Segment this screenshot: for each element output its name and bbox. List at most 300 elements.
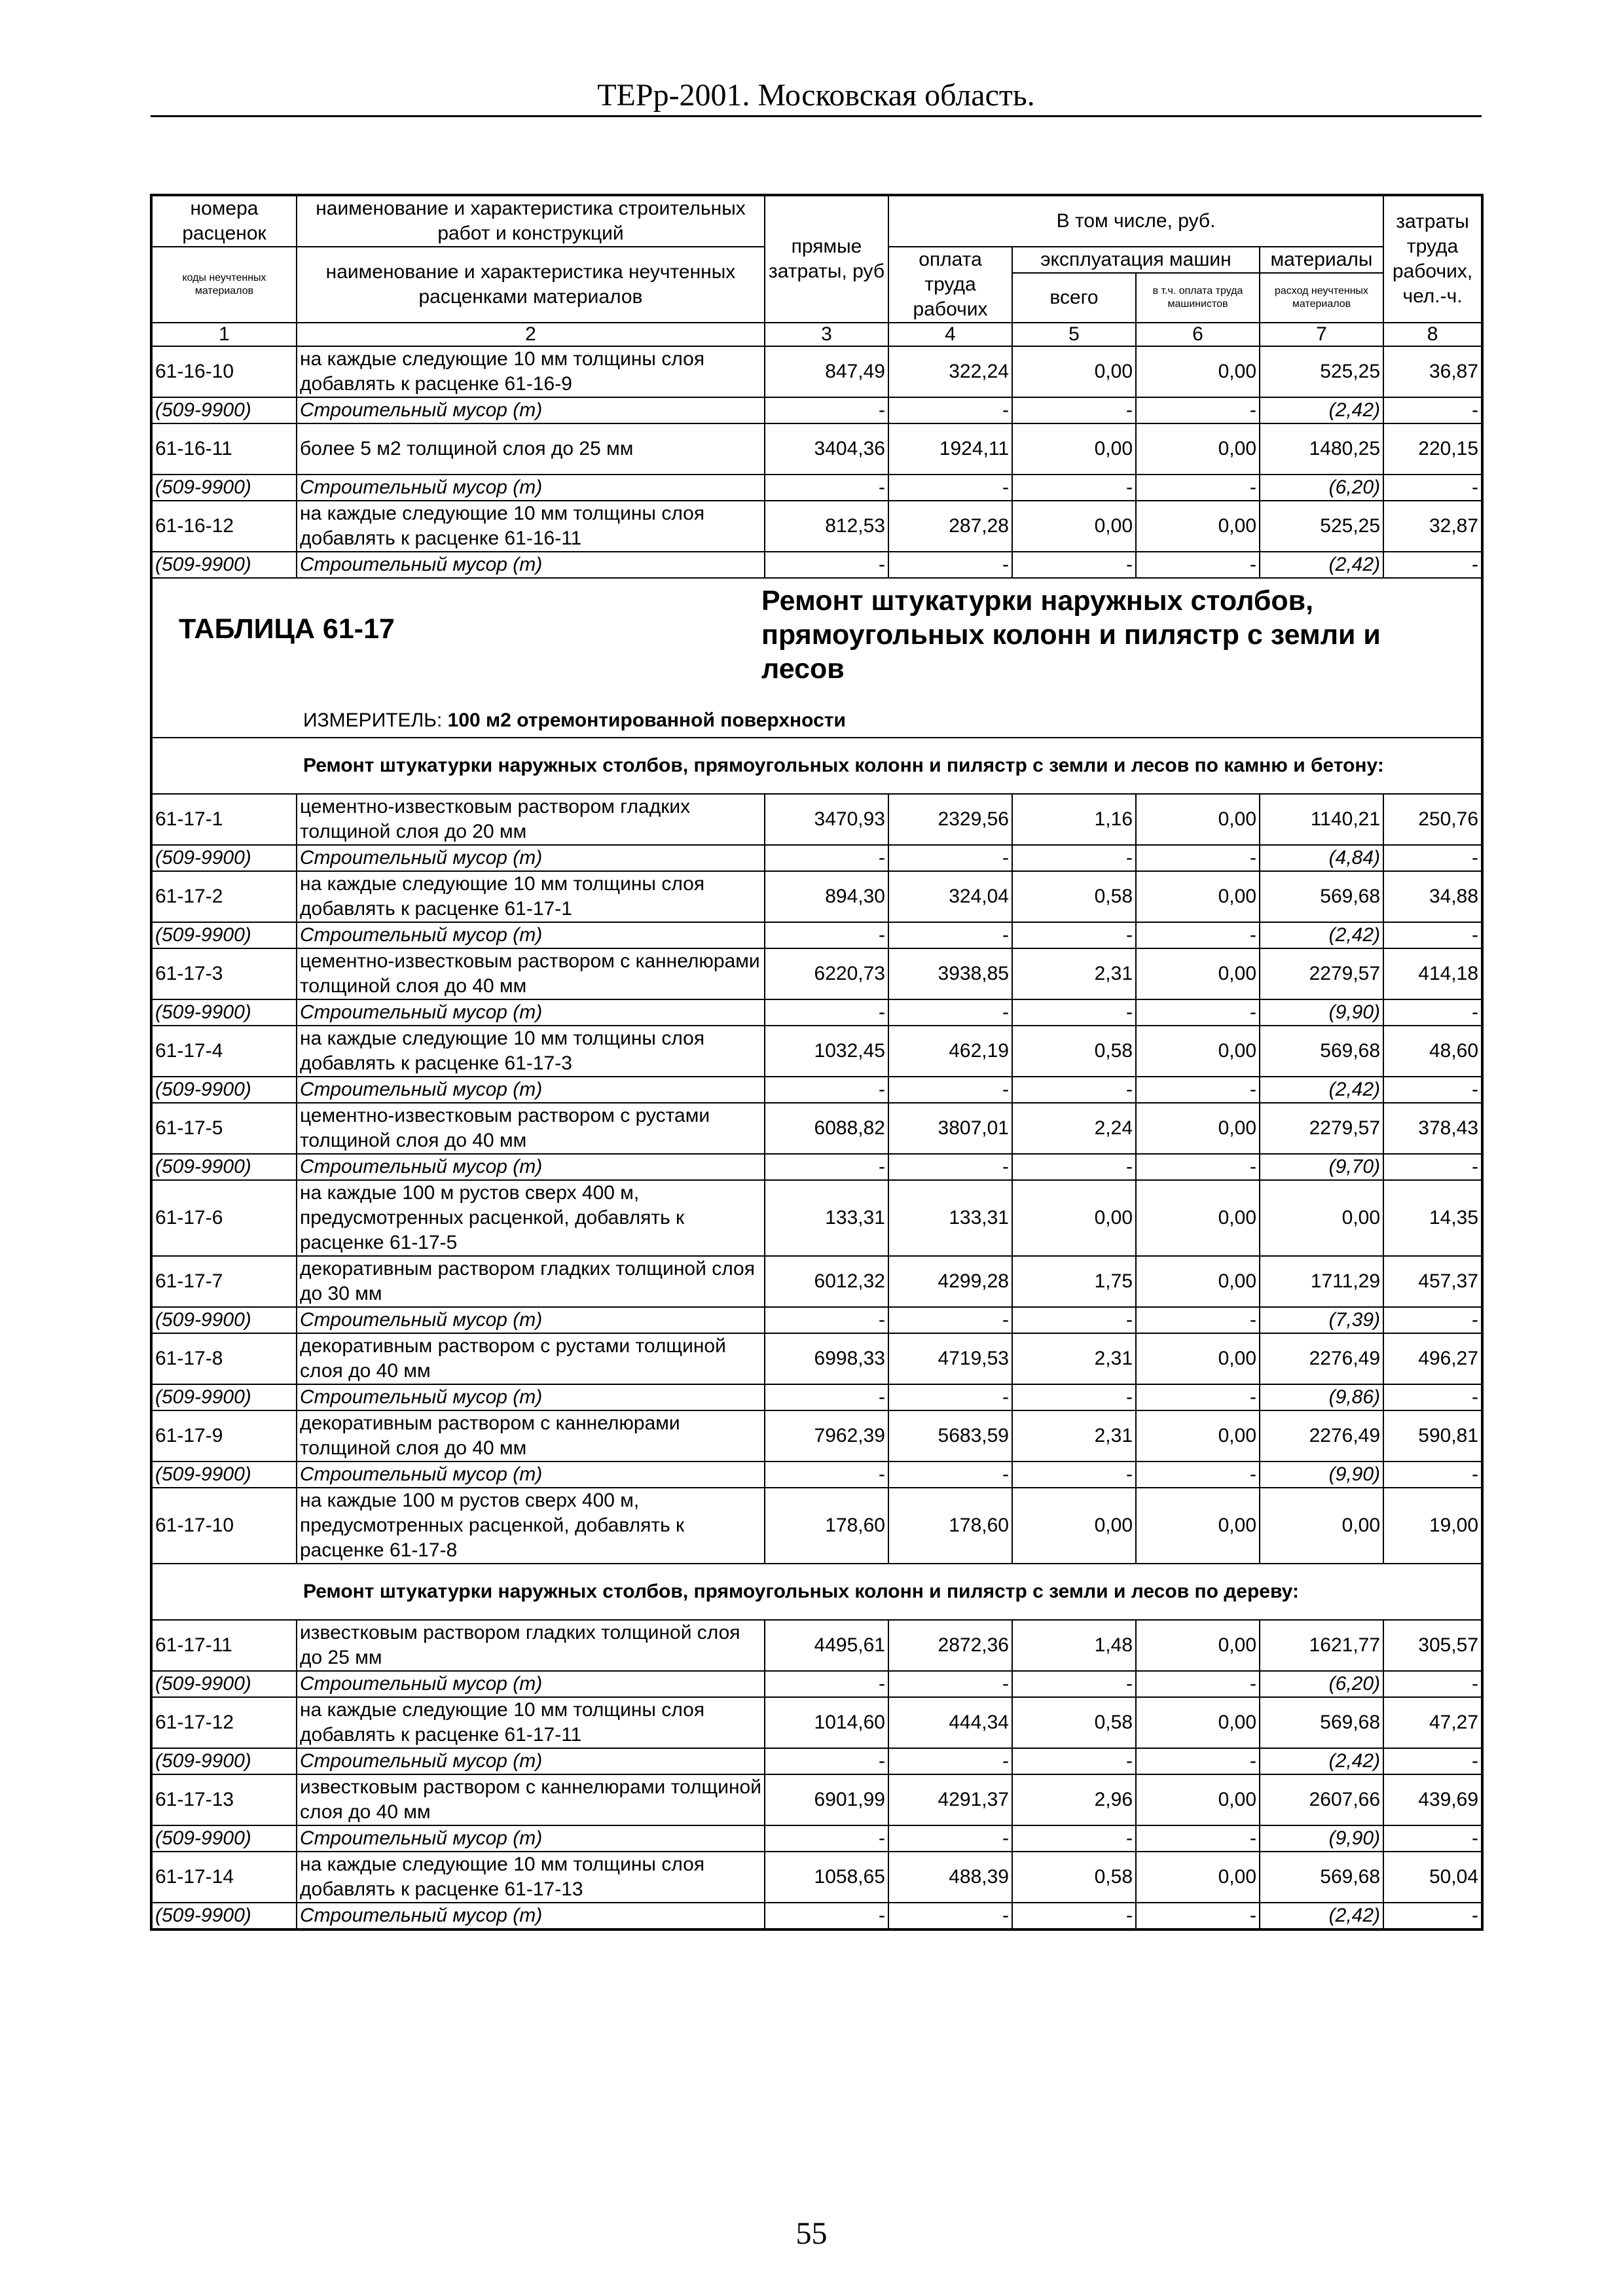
material-value: -: [1012, 1307, 1136, 1333]
material-row: [151, 999, 1482, 1026]
material-value: -: [888, 999, 1012, 1026]
material-code: (509-9900): [151, 1154, 297, 1180]
materials-value: 2276,49: [1260, 1333, 1383, 1384]
material-value: -: [888, 552, 1012, 578]
machines-total-value: 2,31: [1012, 1410, 1136, 1462]
rate-name: цементно-известковым раствором с каннелюрами толщиной слоя до 40 мм: [297, 948, 765, 999]
machines-total-value: 2,24: [1012, 1103, 1136, 1154]
labor-hours-value: 50,04: [1383, 1852, 1482, 1903]
material-value: -: [1383, 845, 1482, 871]
material-value: -: [1383, 1384, 1482, 1410]
section-code: ТАБЛИЦА 61-17: [179, 613, 395, 645]
material-row: [151, 1671, 1482, 1697]
labor-hours-value: 457,37: [1383, 1256, 1482, 1307]
material-value: -: [1383, 397, 1482, 423]
material-name: Строительный мусор (т): [297, 1307, 765, 1333]
rate-row: [151, 1333, 1482, 1384]
machines-total-value: 2,31: [1012, 1333, 1136, 1384]
wages-value: 287,28: [888, 501, 1012, 552]
labor-hours-value: 439,69: [1383, 1774, 1482, 1825]
section-measure: [303, 708, 846, 733]
material-value: -: [1012, 999, 1136, 1026]
subsection-heading: Ремонт штукатурки наружных столбов, прямоугольных колонн и пилястр с земли и лесов по камню и бетону:: [151, 738, 1482, 794]
rate-code: 61-17-9: [151, 1410, 297, 1462]
material-value: -: [888, 1671, 1012, 1697]
page-header: ТЕРр-2001. Московская область.: [151, 77, 1482, 117]
machinist-wages-value: 0,00: [1136, 1180, 1260, 1256]
materials-value: 0,00: [1260, 1180, 1383, 1256]
material-value: -: [1136, 1077, 1260, 1103]
col-header-machinist-wages: в т.ч. оплата труда машинистов: [1136, 273, 1260, 323]
material-value: -: [1012, 552, 1136, 578]
rate-row: [151, 1774, 1482, 1825]
rate-name: цементно-известковым раствором с рустами толщиной слоя до 40 мм: [297, 1103, 765, 1154]
labor-hours-value: 47,27: [1383, 1697, 1482, 1748]
material-row: [151, 1748, 1482, 1774]
rate-row: [151, 423, 1482, 475]
machinist-wages-value: 0,00: [1136, 501, 1260, 552]
material-value: -: [1383, 1825, 1482, 1852]
column-number: 1: [151, 323, 297, 346]
material-row: [151, 922, 1482, 948]
material-value: -: [1383, 1307, 1482, 1333]
materials-value: 525,25: [1260, 346, 1383, 397]
material-name: Строительный мусор (т): [297, 397, 765, 423]
material-value: (4,84): [1260, 845, 1383, 871]
material-code: (509-9900): [151, 1462, 297, 1488]
labor-hours-value: 590,81: [1383, 1410, 1482, 1462]
rate-row: [151, 501, 1482, 552]
material-row: [151, 1077, 1482, 1103]
material-value: -: [1012, 1077, 1136, 1103]
material-code: (509-9900): [151, 922, 297, 948]
material-name: Строительный мусор (т): [297, 922, 765, 948]
col-header-material-code: коды неучтенных материалов: [151, 247, 297, 323]
page-number: 55: [795, 2216, 828, 2251]
material-name: Строительный мусор (т): [297, 1384, 765, 1410]
material-value: -: [1383, 999, 1482, 1026]
rate-code: 61-17-8: [151, 1333, 297, 1384]
section-title: Ремонт штукатурки наружных столбов, прямоугольных колонн и пилястр с земли и лесов: [761, 585, 1381, 685]
material-value: (2,42): [1260, 552, 1383, 578]
material-value: -: [1012, 1825, 1136, 1852]
machinist-wages-value: 0,00: [1136, 794, 1260, 845]
material-row: [151, 1903, 1482, 1929]
machines-total-value: 0,00: [1012, 1488, 1136, 1564]
material-code: (509-9900): [151, 1671, 297, 1697]
direct-costs-value: 6901,99: [765, 1774, 888, 1825]
wages-value: 3807,01: [888, 1103, 1012, 1154]
material-value: (7,39): [1260, 1307, 1383, 1333]
material-value: -: [1136, 1748, 1260, 1774]
material-value: (9,86): [1260, 1384, 1383, 1410]
material-value: (9,90): [1260, 999, 1383, 1026]
material-value: -: [1012, 845, 1136, 871]
direct-costs-value: 6012,32: [765, 1256, 888, 1307]
wages-value: 4291,37: [888, 1774, 1012, 1825]
col-header-machines-total: всего: [1012, 273, 1136, 323]
rate-name: на каждые 100 м рустов сверх 400 м, предусмотренных расценкой, добавлять к расценке 61-17-5: [297, 1180, 765, 1256]
rate-code: 61-17-13: [151, 1774, 297, 1825]
col-header-wages: оплата труда рабочих: [888, 247, 1012, 323]
wages-value: 322,24: [888, 346, 1012, 397]
wages-value: 1924,11: [888, 423, 1012, 475]
material-value: (2,42): [1260, 1748, 1383, 1774]
wages-value: 2329,56: [888, 794, 1012, 845]
material-name: Строительный мусор (т): [297, 1462, 765, 1488]
measure-label: ИЗМЕРИТЕЛЬ:: [303, 709, 448, 731]
material-value: -: [1136, 1671, 1260, 1697]
labor-hours-value: 34,88: [1383, 871, 1482, 922]
machines-total-value: 0,00: [1012, 1180, 1136, 1256]
col-header-group: В том числе, руб.: [888, 195, 1383, 247]
labor-hours-value: 14,35: [1383, 1180, 1482, 1256]
rate-row: [151, 794, 1482, 845]
material-value: -: [1383, 552, 1482, 578]
material-value: (2,42): [1260, 397, 1383, 423]
material-value: -: [1012, 1462, 1136, 1488]
materials-value: 2276,49: [1260, 1410, 1383, 1462]
rate-name: декоративным раствором с рустами толщиной слоя до 40 мм: [297, 1333, 765, 1384]
rate-name: известковым раствором с каннелюрами толщиной слоя до 40 мм: [297, 1774, 765, 1825]
col-header-direct-costs: прямые затраты, руб: [765, 195, 888, 323]
rate-row: [151, 1410, 1482, 1462]
materials-value: 2279,57: [1260, 948, 1383, 999]
material-row: [151, 552, 1482, 578]
machinist-wages-value: 0,00: [1136, 1026, 1260, 1077]
rate-code: 61-17-14: [151, 1852, 297, 1903]
column-number: 3: [765, 323, 888, 346]
rate-name: на каждые следующие 10 мм толщины слоя добавлять к расценке 61-17-1: [297, 871, 765, 922]
materials-value: 525,25: [1260, 501, 1383, 552]
machines-total-value: 0,58: [1012, 1852, 1136, 1903]
material-value: -: [1136, 1384, 1260, 1410]
rate-row: [151, 1620, 1482, 1671]
materials-value: 0,00: [1260, 1488, 1383, 1564]
material-value: -: [765, 1825, 888, 1852]
section-header: [151, 578, 1482, 738]
machines-total-value: 2,31: [1012, 948, 1136, 999]
direct-costs-value: 7962,39: [765, 1410, 888, 1462]
material-value: -: [765, 999, 888, 1026]
material-row: [151, 397, 1482, 423]
material-value: -: [765, 845, 888, 871]
wages-value: 488,39: [888, 1852, 1012, 1903]
material-value: -: [1136, 1307, 1260, 1333]
materials-value: 569,68: [1260, 1852, 1383, 1903]
wages-value: 4299,28: [888, 1256, 1012, 1307]
section-row: [151, 578, 1482, 738]
material-value: -: [888, 397, 1012, 423]
materials-value: 569,68: [1260, 1026, 1383, 1077]
machinist-wages-value: 0,00: [1136, 1256, 1260, 1307]
machinist-wages-value: 0,00: [1136, 948, 1260, 999]
material-code: (509-9900): [151, 999, 297, 1026]
material-value: -: [888, 1825, 1012, 1852]
rate-code: 61-17-3: [151, 948, 297, 999]
material-value: -: [1136, 1154, 1260, 1180]
rate-code: 61-17-5: [151, 1103, 297, 1154]
material-value: -: [1136, 1825, 1260, 1852]
rate-name: декоративным раствором с каннелюрами толщиной слоя до 40 мм: [297, 1410, 765, 1462]
rate-name: более 5 м2 толщиной слоя до 25 мм: [297, 423, 765, 475]
labor-hours-value: 32,87: [1383, 501, 1482, 552]
machinist-wages-value: 0,00: [1136, 1103, 1260, 1154]
machinist-wages-value: 0,00: [1136, 1410, 1260, 1462]
rate-code: 61-17-2: [151, 871, 297, 922]
rate-code: 61-17-12: [151, 1697, 297, 1748]
wages-value: 462,19: [888, 1026, 1012, 1077]
material-name: Строительный мусор (т): [297, 552, 765, 578]
material-code: (509-9900): [151, 1825, 297, 1852]
materials-value: 1480,25: [1260, 423, 1383, 475]
machines-total-value: 1,48: [1012, 1620, 1136, 1671]
material-value: -: [1012, 1154, 1136, 1180]
direct-costs-value: 6088,82: [765, 1103, 888, 1154]
labor-hours-value: 496,27: [1383, 1333, 1482, 1384]
rate-name: цементно-известковым раствором гладких толщиной слоя до 20 мм: [297, 794, 765, 845]
material-row: [151, 1154, 1482, 1180]
material-value: -: [1383, 1748, 1482, 1774]
wages-value: 3938,85: [888, 948, 1012, 999]
material-code: (509-9900): [151, 397, 297, 423]
machinist-wages-value: 0,00: [1136, 1774, 1260, 1825]
col-header-material-name: наименование и характеристика неучтенных расценками материалов: [297, 247, 765, 323]
material-value: -: [1012, 1748, 1136, 1774]
material-value: -: [1383, 922, 1482, 948]
machinist-wages-value: 0,00: [1136, 346, 1260, 397]
wages-value: 2872,36: [888, 1620, 1012, 1671]
material-value: -: [1136, 1462, 1260, 1488]
material-value: -: [765, 1307, 888, 1333]
column-number: 7: [1260, 323, 1383, 346]
direct-costs-value: 6220,73: [765, 948, 888, 999]
material-name: Строительный мусор (т): [297, 1154, 765, 1180]
measure-value: 100 м2 отремонтированной поверхности: [447, 709, 846, 731]
labor-hours-value: 36,87: [1383, 346, 1482, 397]
machinist-wages-value: 0,00: [1136, 1333, 1260, 1384]
labor-hours-value: 414,18: [1383, 948, 1482, 999]
material-value: -: [765, 397, 888, 423]
machinist-wages-value: 0,00: [1136, 1852, 1260, 1903]
machines-total-value: 0,58: [1012, 1697, 1136, 1748]
materials-value: 1621,77: [1260, 1620, 1383, 1671]
material-value: -: [1136, 999, 1260, 1026]
rate-row: [151, 1488, 1482, 1564]
material-code: (509-9900): [151, 552, 297, 578]
rate-name: на каждые следующие 10 мм толщины слоя добавлять к расценке 61-16-11: [297, 501, 765, 552]
material-value: -: [888, 1154, 1012, 1180]
rate-row: [151, 871, 1482, 922]
materials-value: 2279,57: [1260, 1103, 1383, 1154]
material-value: -: [765, 1154, 888, 1180]
rate-code: 61-17-10: [151, 1488, 297, 1564]
subsection-heading: Ремонт штукатурки наружных столбов, прямоугольных колонн и пилястр с земли и лесов по дереву:: [151, 1564, 1482, 1620]
material-code: (509-9900): [151, 1077, 297, 1103]
rate-row: [151, 1103, 1482, 1154]
col-header-labor-hours: затраты труда рабочих, чел.-ч.: [1383, 195, 1482, 323]
rate-code: 61-16-10: [151, 346, 297, 397]
direct-costs-value: 178,60: [765, 1488, 888, 1564]
direct-costs-value: 894,30: [765, 871, 888, 922]
material-row: [151, 1825, 1482, 1852]
materials-value: 569,68: [1260, 1697, 1383, 1748]
material-value: -: [765, 1384, 888, 1410]
machinist-wages-value: 0,00: [1136, 871, 1260, 922]
material-value: (6,20): [1260, 1671, 1383, 1697]
material-value: (6,20): [1260, 475, 1383, 501]
wages-value: 133,31: [888, 1180, 1012, 1256]
machines-total-value: 1,75: [1012, 1256, 1136, 1307]
rate-row: [151, 1852, 1482, 1903]
column-number: 5: [1012, 323, 1136, 346]
column-number: 8: [1383, 323, 1482, 346]
col-header-name: наименование и характеристика строительных работ и конструкций: [297, 195, 765, 247]
rate-code: 61-17-7: [151, 1256, 297, 1307]
material-value: -: [1136, 475, 1260, 501]
material-name: Строительный мусор (т): [297, 475, 765, 501]
material-value: -: [765, 1462, 888, 1488]
materials-value: 1140,21: [1260, 794, 1383, 845]
material-value: -: [888, 1748, 1012, 1774]
direct-costs-value: 1058,65: [765, 1852, 888, 1903]
material-value: -: [1012, 1671, 1136, 1697]
material-value: -: [1012, 1384, 1136, 1410]
material-value: (2,42): [1260, 1903, 1383, 1929]
material-value: -: [765, 1077, 888, 1103]
material-value: -: [1136, 845, 1260, 871]
material-value: -: [1012, 1903, 1136, 1929]
material-value: -: [1136, 1903, 1260, 1929]
labor-hours-value: 305,57: [1383, 1620, 1482, 1671]
price-table: [150, 194, 1484, 1931]
material-value: -: [765, 475, 888, 501]
rate-code: 61-17-11: [151, 1620, 297, 1671]
rate-name: на каждые следующие 10 мм толщины слоя добавлять к расценке 61-17-3: [297, 1026, 765, 1077]
material-value: -: [888, 922, 1012, 948]
material-value: -: [1383, 1077, 1482, 1103]
material-code: (509-9900): [151, 845, 297, 871]
material-code: (509-9900): [151, 1748, 297, 1774]
material-value: -: [1136, 397, 1260, 423]
material-name: Строительный мусор (т): [297, 1903, 765, 1929]
labor-hours-value: 220,15: [1383, 423, 1482, 475]
direct-costs-value: 1014,60: [765, 1697, 888, 1748]
rate-name: на каждые следующие 10 мм толщины слоя добавлять к расценке 61-17-11: [297, 1697, 765, 1748]
material-code: (509-9900): [151, 1903, 297, 1929]
labor-hours-value: 250,76: [1383, 794, 1482, 845]
direct-costs-value: 1032,45: [765, 1026, 888, 1077]
material-code: (509-9900): [151, 475, 297, 501]
material-value: -: [1012, 475, 1136, 501]
material-name: Строительный мусор (т): [297, 1671, 765, 1697]
materials-value: 569,68: [1260, 871, 1383, 922]
labor-hours-value: 378,43: [1383, 1103, 1482, 1154]
rate-code: 61-17-1: [151, 794, 297, 845]
material-value: -: [765, 1671, 888, 1697]
rate-name: на каждые следующие 10 мм толщины слоя добавлять к расценке 61-16-9: [297, 346, 765, 397]
machines-total-value: 0,58: [1012, 871, 1136, 922]
material-value: -: [888, 1462, 1012, 1488]
rate-row: [151, 346, 1482, 397]
material-name: Строительный мусор (т): [297, 999, 765, 1026]
material-value: -: [1136, 552, 1260, 578]
material-value: -: [765, 1903, 888, 1929]
machinist-wages-value: 0,00: [1136, 423, 1260, 475]
rate-code: 61-17-6: [151, 1180, 297, 1256]
material-value: (9,90): [1260, 1825, 1383, 1852]
material-value: -: [765, 1748, 888, 1774]
direct-costs-value: 133,31: [765, 1180, 888, 1256]
rate-name: на каждые следующие 10 мм толщины слоя добавлять к расценке 61-17-13: [297, 1852, 765, 1903]
material-value: (9,70): [1260, 1154, 1383, 1180]
rate-name: декоративным раствором гладких толщиной слоя до 30 мм: [297, 1256, 765, 1307]
material-row: [151, 475, 1482, 501]
col-header-code: номера расценок: [151, 195, 297, 247]
material-value: -: [888, 1307, 1012, 1333]
material-value: -: [1383, 475, 1482, 501]
direct-costs-value: 6998,33: [765, 1333, 888, 1384]
material-value: -: [1383, 1154, 1482, 1180]
material-value: -: [1012, 922, 1136, 948]
material-value: -: [1383, 1462, 1482, 1488]
material-value: (9,90): [1260, 1462, 1383, 1488]
machines-total-value: 2,96: [1012, 1774, 1136, 1825]
materials-value: 1711,29: [1260, 1256, 1383, 1307]
material-row: [151, 1384, 1482, 1410]
material-row: [151, 1307, 1482, 1333]
material-value: (2,42): [1260, 1077, 1383, 1103]
material-value: -: [888, 475, 1012, 501]
machines-total-value: 0,00: [1012, 346, 1136, 397]
rate-row: [151, 1180, 1482, 1256]
machinist-wages-value: 0,00: [1136, 1697, 1260, 1748]
col-header-machines: эксплуатация машин: [1012, 247, 1260, 273]
materials-value: 2607,66: [1260, 1774, 1383, 1825]
rate-row: [151, 1256, 1482, 1307]
rate-row: [151, 1697, 1482, 1748]
material-value: -: [765, 552, 888, 578]
wages-value: 178,60: [888, 1488, 1012, 1564]
column-number: 4: [888, 323, 1012, 346]
direct-costs-value: 3404,36: [765, 423, 888, 475]
wages-value: 444,34: [888, 1697, 1012, 1748]
material-value: -: [1383, 1671, 1482, 1697]
machines-total-value: 0,58: [1012, 1026, 1136, 1077]
direct-costs-value: 4495,61: [765, 1620, 888, 1671]
labor-hours-value: 19,00: [1383, 1488, 1482, 1564]
material-row: [151, 845, 1482, 871]
rate-row: [151, 1026, 1482, 1077]
material-code: (509-9900): [151, 1307, 297, 1333]
machines-total-value: 0,00: [1012, 423, 1136, 475]
material-value: -: [888, 1384, 1012, 1410]
subsection-row: [151, 738, 1482, 794]
col-header-material-use: расход неучтенных материалов: [1260, 273, 1383, 323]
rate-row: [151, 948, 1482, 999]
wages-value: 324,04: [888, 871, 1012, 922]
material-name: Строительный мусор (т): [297, 1077, 765, 1103]
rate-code: 61-17-4: [151, 1026, 297, 1077]
machines-total-value: 0,00: [1012, 501, 1136, 552]
wages-value: 4719,53: [888, 1333, 1012, 1384]
col-header-materials: материалы: [1260, 247, 1383, 273]
machinist-wages-value: 0,00: [1136, 1488, 1260, 1564]
rate-code: 61-16-11: [151, 423, 297, 475]
rate-code: 61-16-12: [151, 501, 297, 552]
machines-total-value: 1,16: [1012, 794, 1136, 845]
subsection-row: [151, 1564, 1482, 1620]
